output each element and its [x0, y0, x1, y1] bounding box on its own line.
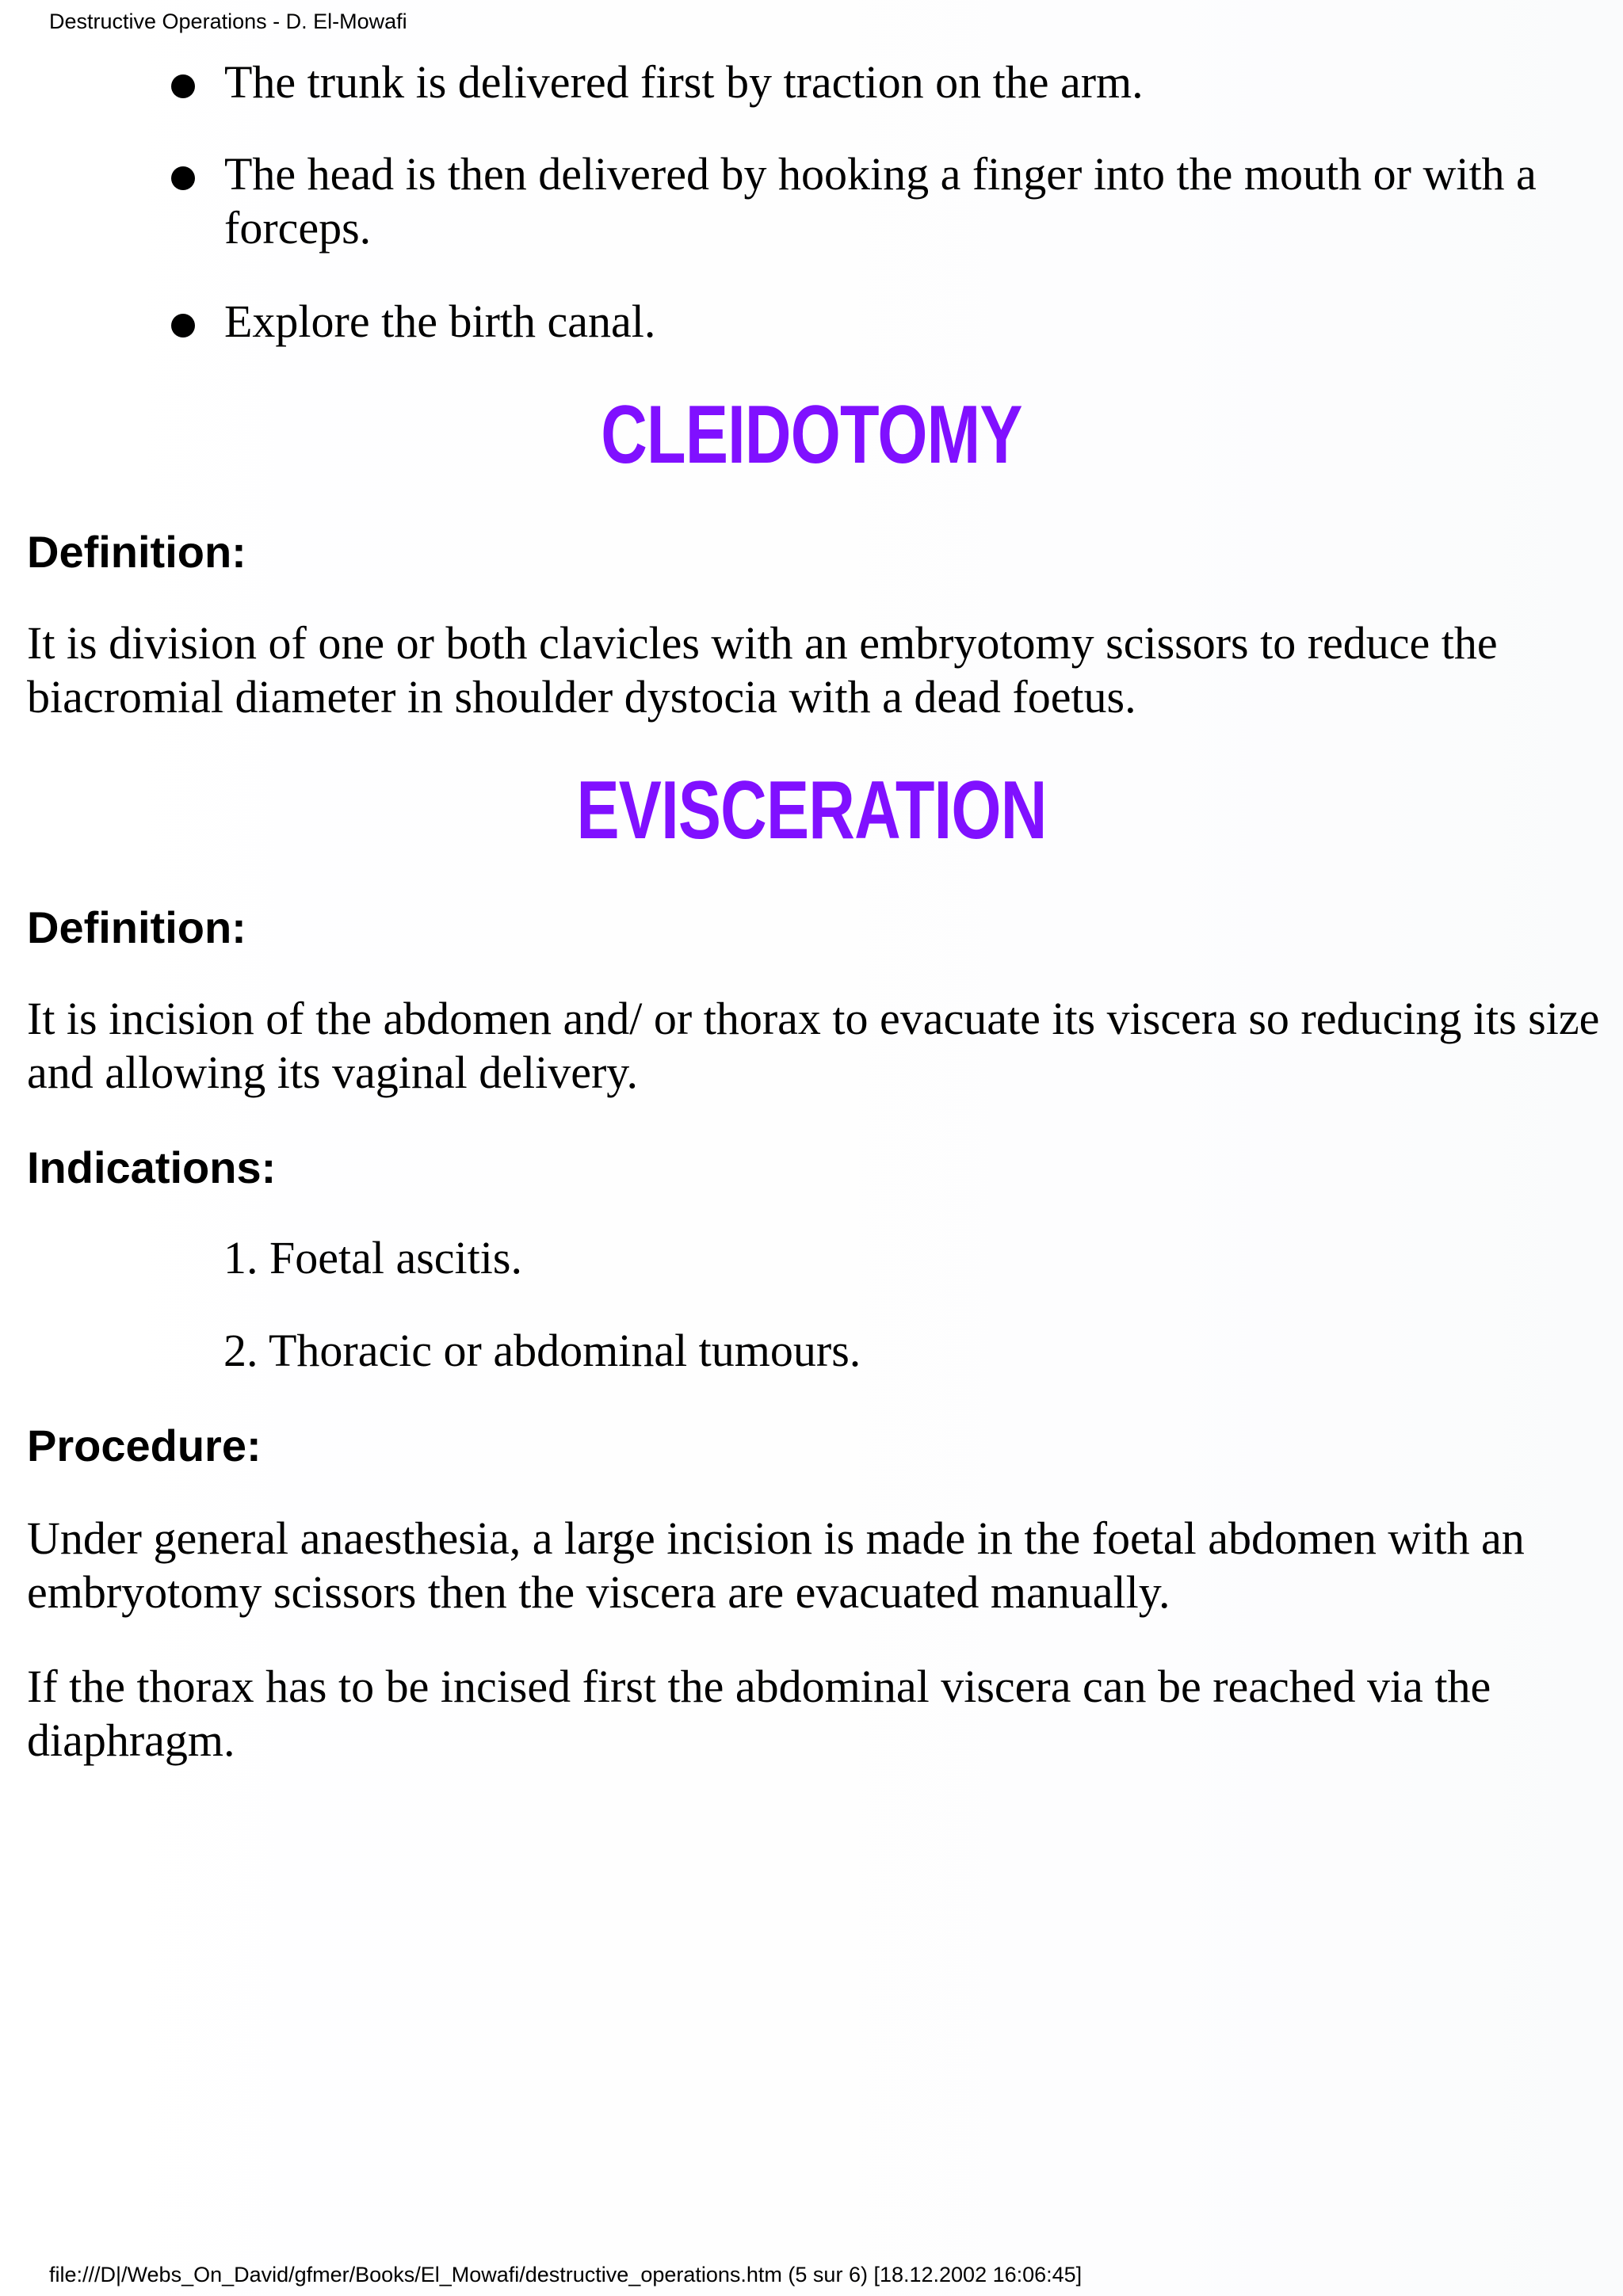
bullet-icon — [171, 166, 195, 190]
evisceration-definition-text: It is incision of the abdomen and/ or thorax to evacuate its viscera so reducing its size and allowing its vaginal delivery. — [27, 993, 1600, 1098]
cleidotomy-title: CLEIDOTOMY — [601, 389, 1022, 481]
evisceration-definition-heading: Definition: — [27, 902, 246, 952]
cleidotomy-definition-text: It is division of one or both clavicles with an embryotomy scissors to reduce the biacromial diameter in shoulder dystocia with a dead foetus. — [27, 617, 1498, 723]
list-item-text: Explore the birth canal. — [224, 296, 656, 347]
indication-item: 1. Foetal ascitis. — [223, 1232, 522, 1283]
evisceration-title: EVISCERATION — [576, 765, 1047, 856]
print-header-title: Destructive Operations - D. El-Mowafi — [49, 10, 407, 33]
procedure-paragraph: If the thorax has to be incised first the abdominal viscera can be reached via the diaphragm. — [27, 1661, 1491, 1766]
bullet-icon — [171, 74, 195, 98]
list-item-text: The head is then delivered by hooking a finger into the mouth or with a forceps. — [224, 148, 1537, 254]
list-item-text: The trunk is delivered first by traction on the arm. — [224, 56, 1144, 108]
indications-heading: Indications: — [27, 1142, 277, 1192]
procedure-paragraph: Under general anaesthesia, a large incision is made in the foetal abdomen with an embryotomy scissors then the viscera are evacuated manually. — [27, 1512, 1525, 1618]
indication-item: 2. Thoracic or abdominal tumours. — [223, 1325, 861, 1376]
bullet-icon — [171, 314, 195, 338]
print-footer-path: file:///D|/Webs_On_David/gfmer/Books/El_Mowafi/destructive_operations.htm (5 sur 6) [18.12.2002 16:06:45] — [49, 2263, 1083, 2286]
procedure-heading: Procedure: — [27, 1421, 262, 1470]
cleidotomy-definition-heading: Definition: — [27, 527, 246, 577]
